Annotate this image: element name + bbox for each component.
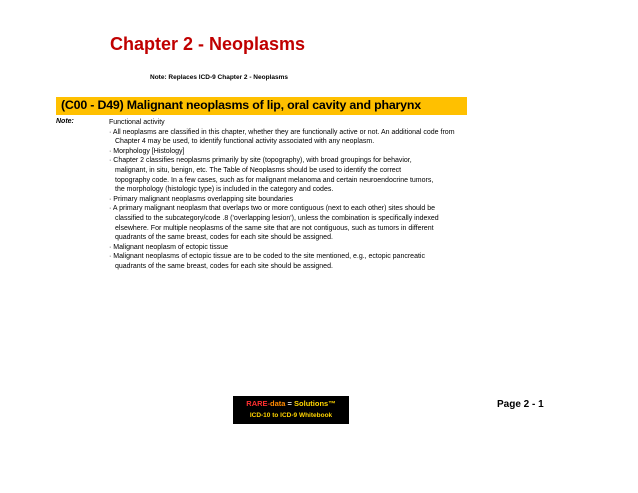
note-line: the morphology (histologic type) is included in the category and codes. (115, 186, 334, 194)
section-title: (C00 - D49) Malignant neoplasms of lip, oral cavity and pharynx (61, 98, 421, 112)
note-line: · Chapter 2 classifies neoplasms primarily by site (topography), with broad groupings for behavior, (109, 157, 412, 165)
page-number: Page 2 - 1 (497, 399, 544, 410)
note-line: topography code. In a few cases, such as for malignant melanoma and certain neuroendocrine tumors, (115, 176, 434, 184)
note-line: · All neoplasms are classified in this chapter, whether they are functionally active or not. An additional code from (109, 128, 455, 136)
brand-data: data (270, 399, 286, 408)
note-line: classified to the subcategory/code .8 ('overlapping lesion'), unless the combination is specifically indexed (115, 214, 439, 222)
brand-subtitle: ICD-10 to ICD-9 Whitebook (249, 412, 333, 419)
brand-solutions: Solutions™ (294, 399, 336, 408)
note-line: · A primary malignant neoplasm that overlaps two or more contiguous (next to each other) sites should be (109, 205, 436, 213)
replaces-note: Note: Replaces ICD-9 Chapter 2 - Neoplasms (150, 74, 288, 81)
note-line: · Morphology [Histology] (109, 147, 185, 155)
note-line: quadrants of the same breast, codes for each site should be assigned. (115, 262, 333, 270)
brand-logo-box (233, 396, 349, 424)
note-line: · Primary malignant neoplasms overlapping site boundaries (109, 195, 294, 203)
brand-wordmark (233, 399, 349, 408)
section-heading-bar (56, 97, 467, 115)
brand-rare: RARE- (246, 399, 271, 408)
note-body (109, 118, 539, 272)
brand-equals: = (285, 399, 295, 408)
note-line: elsewhere. For multiple neoplasms of the same site that are not contiguous, such as tumors in different (115, 224, 434, 232)
chapter-title: Chapter 2 - Neoplasms (110, 34, 306, 54)
note-line: · Malignant neoplasms of ectopic tissue are to be coded to the site mentioned, e.g., ectopic pancreatic (109, 253, 425, 261)
note-line: Functional activity (109, 119, 165, 126)
note-line: · Malignant neoplasm of ectopic tissue (109, 243, 229, 251)
note-label: Note: (56, 118, 74, 125)
note-line: Chapter 4 may be used, to identify functional activity associated with any neoplasm. (115, 138, 375, 146)
note-line: quadrants of the same breast, codes for each site should be assigned. (115, 234, 333, 242)
note-line: malignant, in situ, benign, etc. The Table of Neoplasms should be used to identify the correct (115, 166, 402, 174)
